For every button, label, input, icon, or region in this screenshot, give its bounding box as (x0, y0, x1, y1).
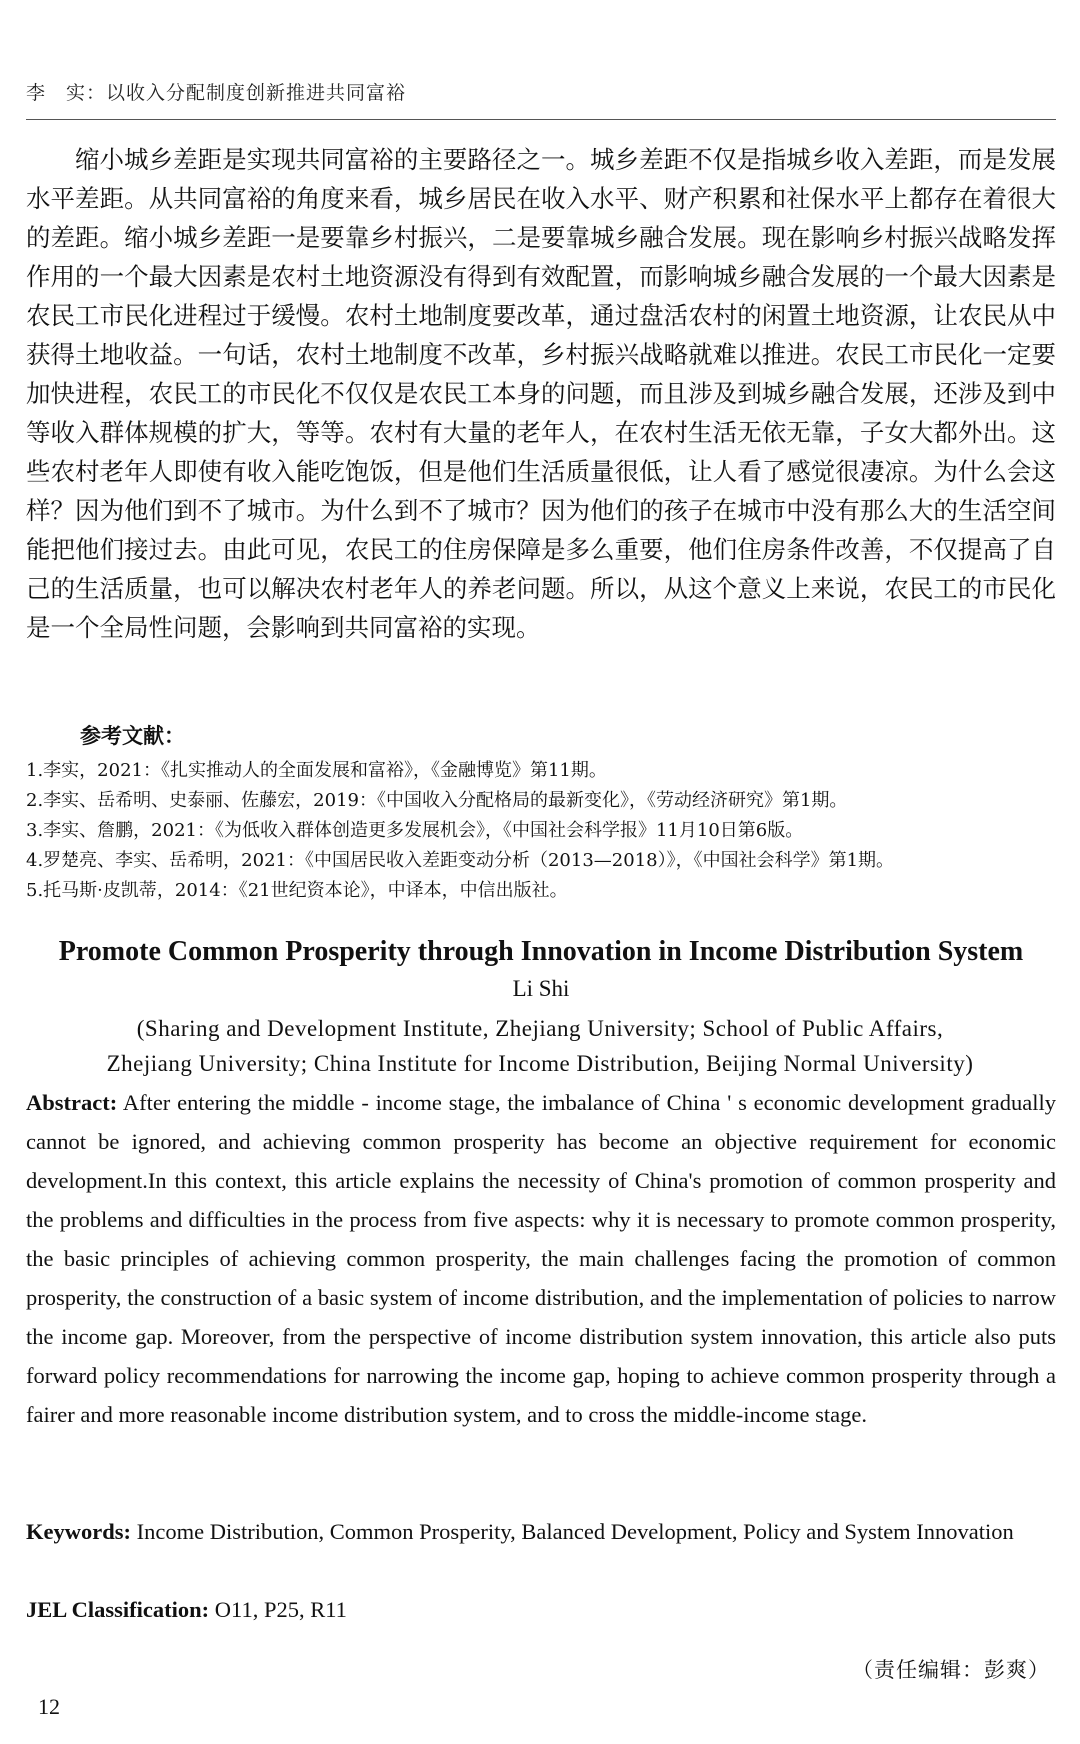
jel-text: O11, P25, R11 (209, 1597, 347, 1622)
jel-label: JEL Classification: (26, 1597, 210, 1622)
english-title: Promote Common Prosperity through Innovation in Income Distribution System (58, 936, 1024, 967)
keywords-label: Keywords: (26, 1519, 131, 1544)
reference-item: 2.李实、岳希明、史泰丽、佐藤宏，2019：《中国收入分配格局的最新变化》，《劳动经济研究》第1期。 (26, 790, 848, 811)
english-keywords (26, 1512, 1056, 1551)
reference-item: 3.李实、詹鹏，2021：《为低收入群体创造更多发展机会》，《中国社会科学报》11月10日第6版。 (26, 820, 804, 841)
responsible-editor: （责任编辑：彭爽） (852, 1658, 1050, 1682)
reference-item: 1.李实，2021：《扎实推动人的全面发展和富裕》，《金融博览》第11期。 (26, 760, 607, 781)
english-affiliation (60, 1011, 1020, 1081)
running-header: 李 实：以收入分配制度创新推进共同富裕 (26, 78, 1056, 120)
page-number: 12 (38, 1694, 60, 1719)
references-heading: 参考文献： (80, 723, 185, 748)
reference-item: 4.罗楚亮、李实、岳希明，2021：《中国居民收入差距变动分析（2013—2018）》，《中国社会科学》第1期。 (26, 850, 895, 871)
english-author: Li Shi (512, 976, 570, 1001)
references-list (26, 756, 1056, 906)
affiliation-line: (Sharing and Development Institute, Zhejiang University; School of Public Affairs, (136, 1016, 944, 1041)
body-paragraph: 缩小城乡差距是实现共同富裕的主要路径之一。城乡差距不仅是指城乡收入差距，而是发展水平差距。从共同富裕的角度来看，城乡居民在收入水平、财产积累和社保水平上都存在着很大的差距。缩小城乡差距一是要靠乡村振兴，二是要靠城乡融合发展。现在影响乡村振兴战略发挥作用的一个最大因素是农村土地资源没有得到有效配置，而影响城乡融合发展的一个最大因素是农民工市民化进程过于缓慢。农村土地制度要改革，通过盘活农村的闲置土地资源，让农民从中获得土地收益。一句话，农村土地制度不改革，乡村振兴战略就难以推进。农民工市民化一定要加快进程，农民工的市民化不仅仅是农民工本身的问题，而且涉及到城乡融合发展，还涉及到中等收入群体规模的扩大，等等。农村有大量的老年人，在农村生活无依无靠，子女大都外出。这些农村老年人即使有收入能吃饱饭，但是他们生活质量很低，让人看了感觉很凄凉。为什么会这样？因为他们到不了城市。为什么到不了城市？因为他们的孩子在城市中没有那么大的生活空间能把他们接过去。由此可见，农民工的住房保障是多么重要，他们住房条件改善，不仅提高了自己的生活质量，也可以解决农村老年人的养老问题。所以，从这个意义上来说，农民工的市民化是一个全局性问题，会影响到共同富裕的实现。 (26, 145, 1056, 642)
english-abstract (26, 1083, 1056, 1434)
jel-classification (26, 1590, 1056, 1629)
keywords-text: Income Distribution, Common Prosperity, Balanced Development, Policy and System Innovation (131, 1519, 1014, 1544)
affiliation-line: Zhejiang University; China Institute for Income Distribution, Beijing Normal University) (106, 1051, 974, 1076)
reference-item: 5.托马斯·皮凯蒂，2014：《21世纪资本论》，中译本，中信出版社。 (26, 880, 568, 901)
abstract-label: Abstract: (26, 1090, 118, 1115)
abstract-text: After entering the middle - income stage, the imbalance of China ' s economic development gradually cannot be ignored, and achieving common prosperity has become an objective requirement for economic development.In this context, this article explains the necessity of China's promotion of common prosperity and the problems and difficulties in the process from five aspects: why it is necessary to promote common prosperity, the basic principles of achieving common prosperity, the main challenges facing the promotion of common prosperity, the construction of a basic system of income distribution, and the implementation of policies to narrow the income gap. Moreover, from the perspective of income distribution system innovation, this article also puts forward policy recommendations for narrowing the income gap, hoping to achieve common prosperity through a fairer and more reasonable income distribution system, and to cross the middle-income stage. (26, 1090, 1056, 1427)
